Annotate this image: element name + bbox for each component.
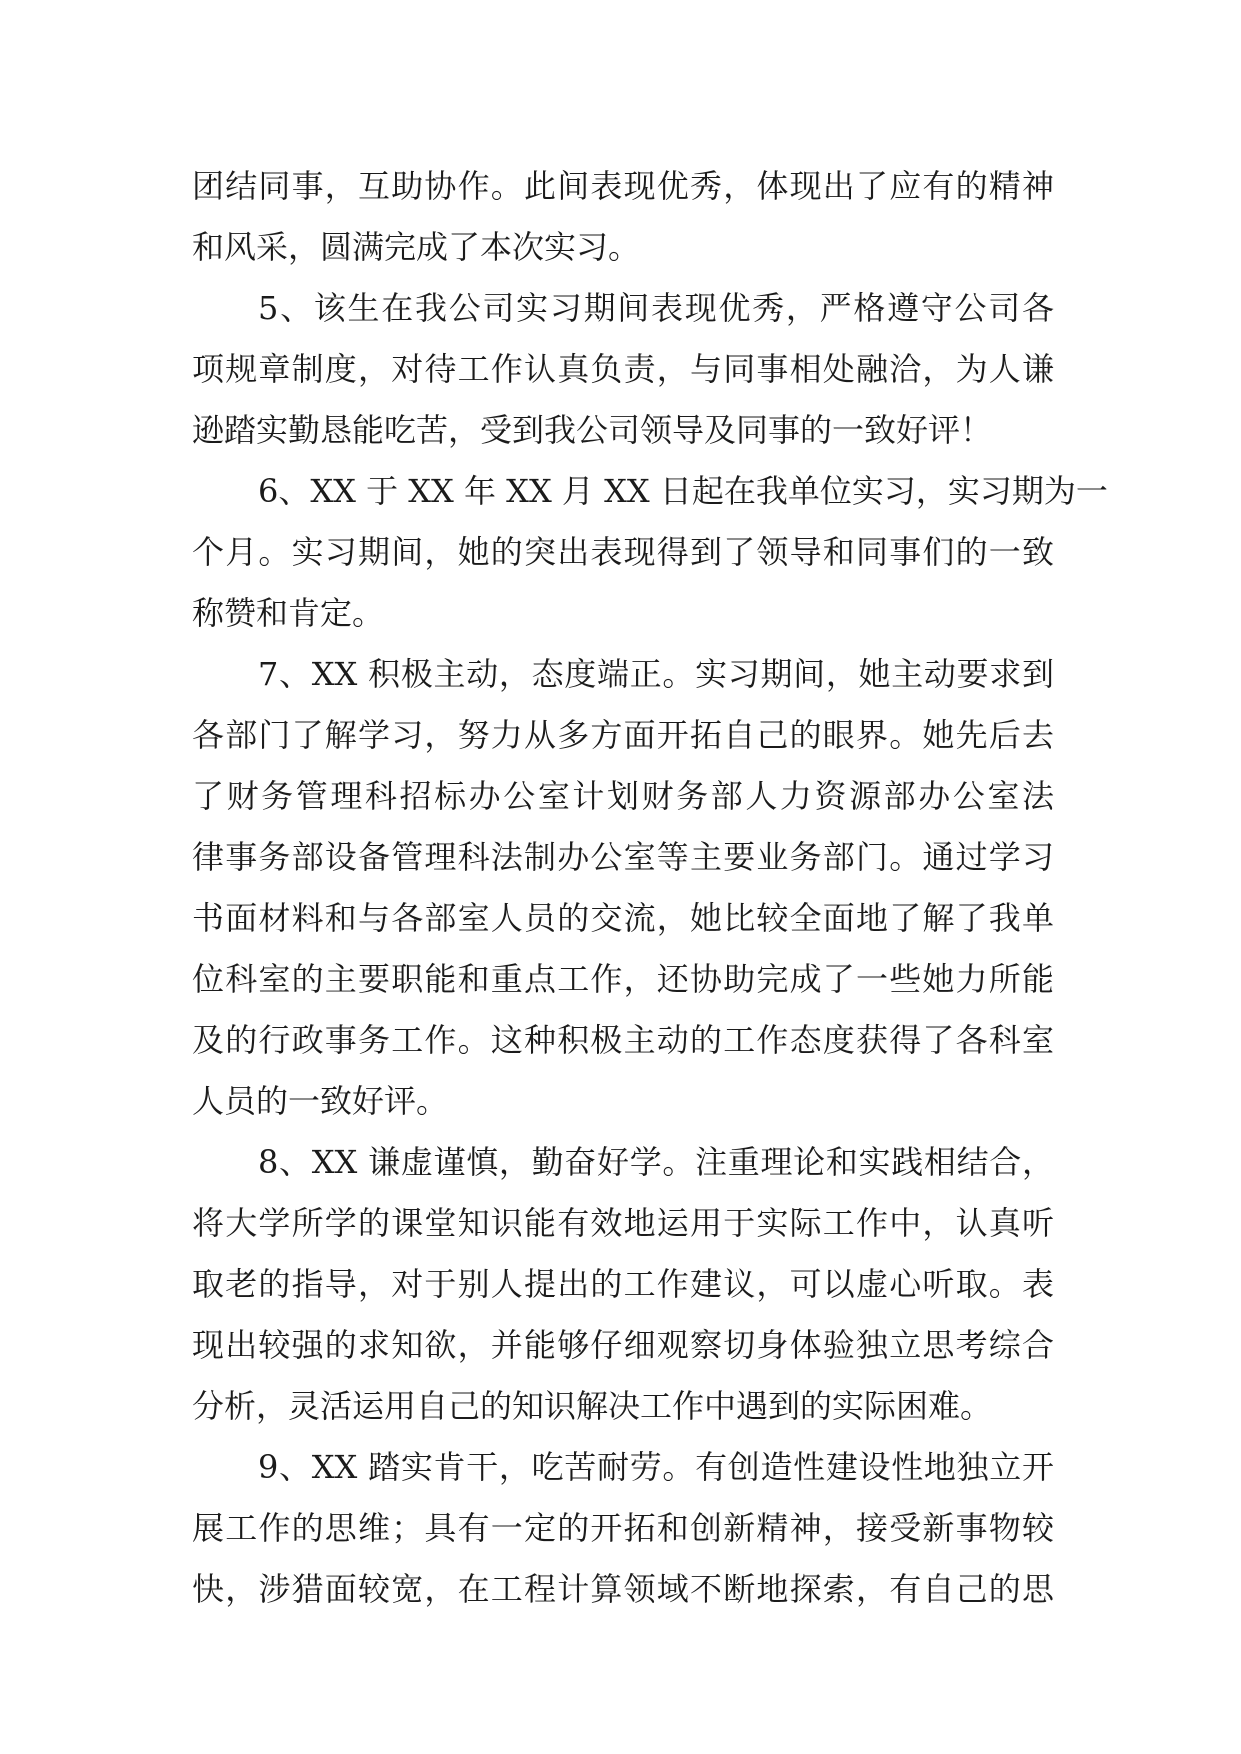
- text-line: 快，涉猎面较宽，在工程计算领域不断地探索，有自己的思: [192, 1570, 1054, 1608]
- text-line: 5、该生在我公司实习期间表现优秀，严格遵守公司各: [258, 289, 1054, 327]
- text-line: 取老的指导，对于别人提出的工作建议，可以虚心听取。表: [192, 1265, 1054, 1303]
- text-line: 7、XX 积极主动，态度端正。实习期间，她主动要求到: [258, 655, 1054, 693]
- text-line: 项规章制度，对待工作认真负责，与同事相处融洽，为人谦: [192, 350, 1054, 388]
- text-line: 个月。实习期间，她的突出表现得到了领导和同事们的一致: [192, 533, 1054, 571]
- text-line: 6、XX 于 XX 年 XX 月 XX 日起在我单位实习，实习期为一: [258, 472, 1108, 510]
- text-line: 及的行政事务工作。这种积极主动的工作态度获得了各科室: [192, 1021, 1054, 1059]
- text-line: 人员的一致好评。: [192, 1082, 449, 1120]
- text-line: 现出较强的求知欲，并能够仔细观察切身体验独立思考综合: [192, 1326, 1054, 1364]
- text-line: 展工作的思维；具有一定的开拓和创新精神，接受新事物较: [192, 1509, 1054, 1547]
- text-line: 8、XX 谦虚谨慎，勤奋好学。注重理论和实践相结合，: [258, 1143, 1054, 1181]
- text-line: 和风采，圆满完成了本次实习。: [192, 228, 641, 266]
- text-line: 团结同事，互助协作。此间表现优秀，体现出了应有的精神: [192, 167, 1054, 205]
- text-line: 律事务部设备管理科法制办公室等主要业务部门。通过学习: [192, 838, 1054, 876]
- text-line: 了财务管理科招标办公室计划财务部人力资源部办公室法: [192, 777, 1054, 815]
- document-body: [192, 156, 1108, 1620]
- text-line: 位科室的主要职能和重点工作，还协助完成了一些她力所能: [192, 960, 1054, 998]
- text-line: 分析，灵活运用自己的知识解决工作中遇到的实际困难。: [192, 1387, 993, 1425]
- text-line: 9、XX 踏实肯干，吃苦耐劳。有创造性建设性地独立开: [258, 1448, 1054, 1486]
- text-line: 逊踏实勤恳能吃苦，受到我公司领导及同事的一致好评！: [192, 411, 993, 449]
- text-line: 将大学所学的课堂知识能有效地运用于实际工作中，认真听: [192, 1204, 1054, 1242]
- text-line: 书面材料和与各部室人员的交流，她比较全面地了解了我单: [192, 899, 1054, 937]
- text-line: 各部门了解学习，努力从多方面开拓自己的眼界。她先后去: [192, 716, 1054, 754]
- text-line: 称赞和肯定。: [192, 594, 385, 632]
